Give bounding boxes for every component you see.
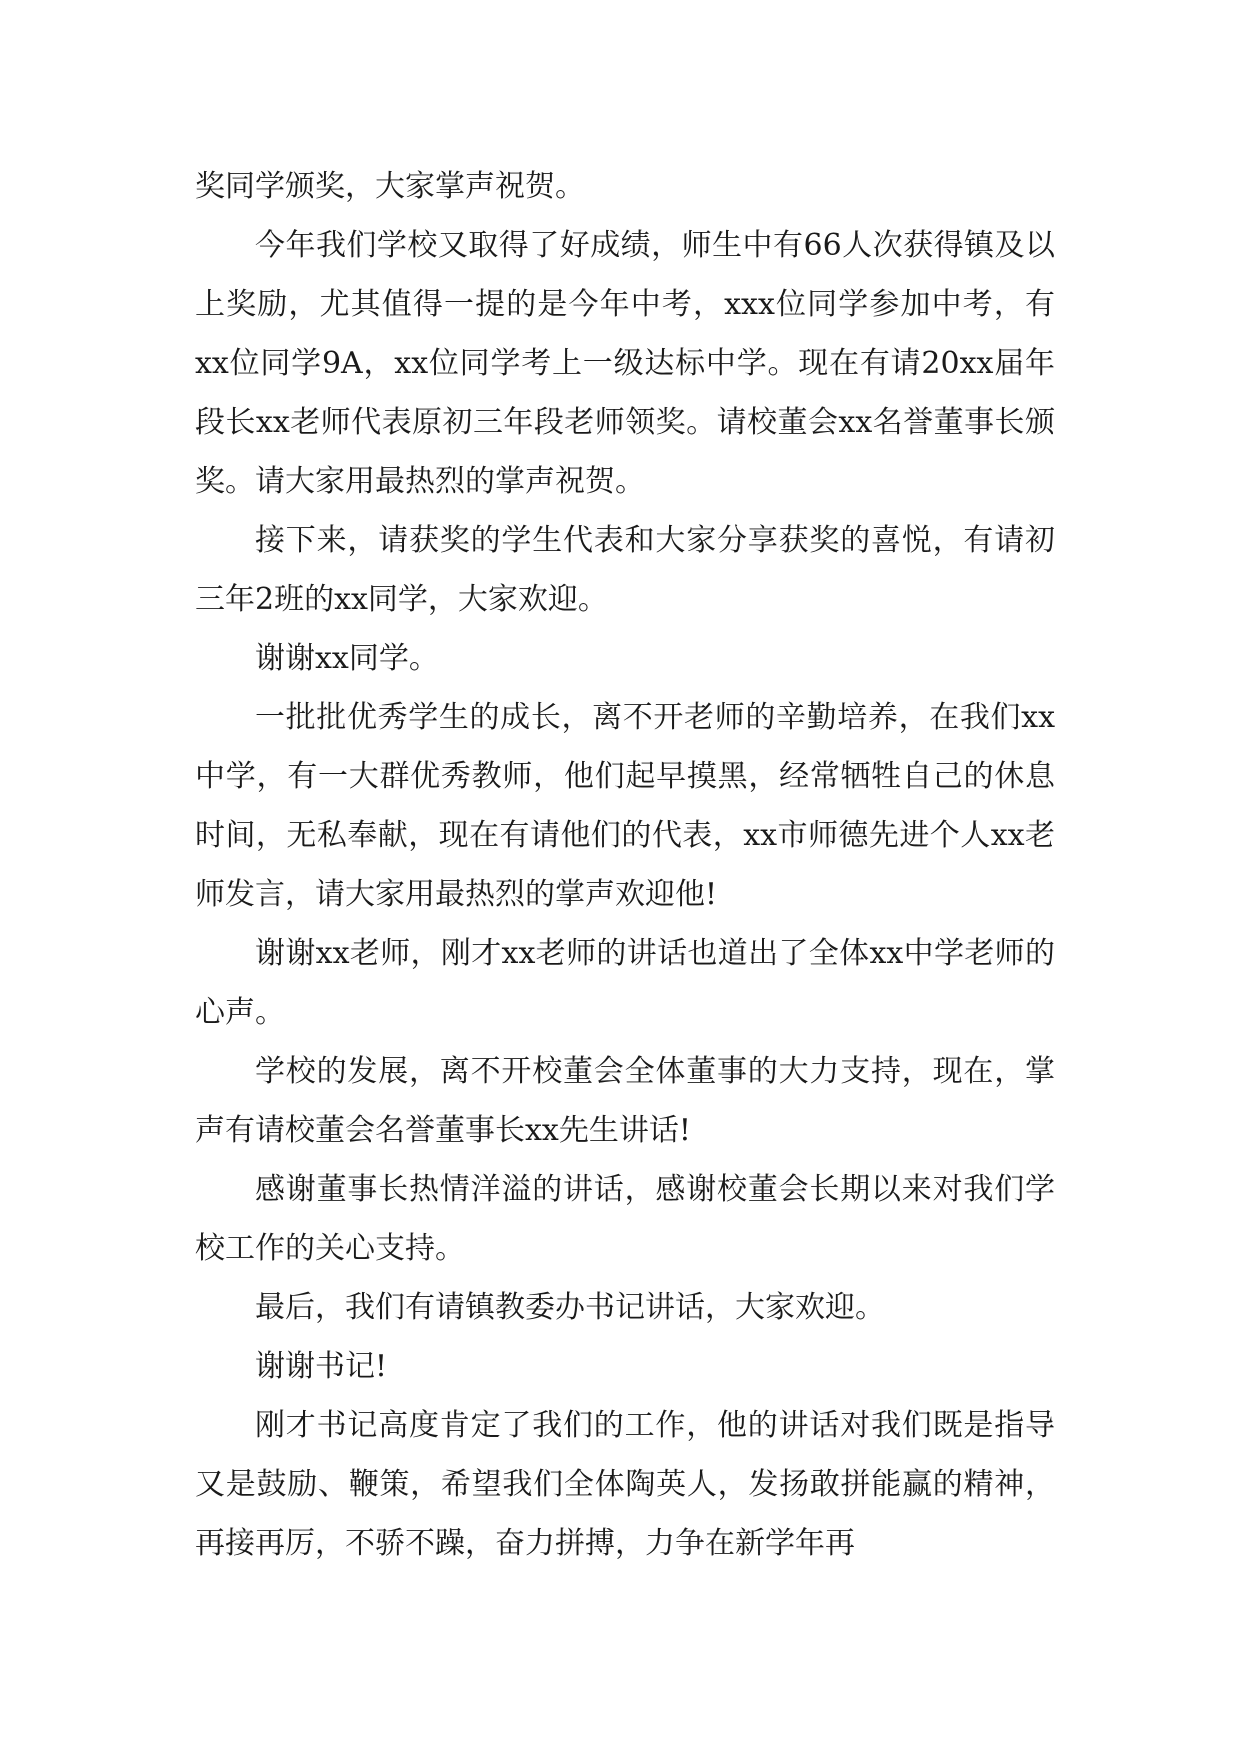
document-body bbox=[195, 157, 1055, 1573]
paragraph-thanks-secretary: 谢谢书记! bbox=[255, 1349, 388, 1384]
paragraph-student-representative: 接下来，请获奖的学生代表和大家分享获奖的喜悦，有请初三年2班的xx同学，大家欢迎。 bbox=[195, 523, 1055, 617]
paragraph-secretary-invite: 最后，我们有请镇教委办书记讲话，大家欢迎。 bbox=[255, 1290, 885, 1325]
paragraph-board-invite: 学校的发展，离不开校董会全体董事的大力支持，现在，掌声有请校董会名誉董事长xx先生讲话! bbox=[195, 1054, 1055, 1148]
paragraph-thanks-chairman: 感谢董事长热情洋溢的讲话，感谢校董会长期以来对我们学校工作的关心支持。 bbox=[195, 1172, 1055, 1266]
paragraph-closing: 刚才书记高度肯定了我们的工作，他的讲话对我们既是指导又是鼓励、鞭策，希望我们全体陶英人，发扬敢拼能赢的精神，再接再厉，不骄不躁，奋力拼搏，力争在新学年再 bbox=[195, 1408, 1055, 1561]
paragraph-thanks-teacher: 谢谢xx老师，刚才xx老师的讲话也道出了全体xx中学老师的心声。 bbox=[195, 936, 1055, 1030]
paragraph-thanks-student: 谢谢xx同学。 bbox=[255, 641, 439, 676]
paragraph-teachers: 一批批优秀学生的成长，离不开老师的辛勤培养，在我们xx中学，有一大群优秀教师，他们起早摸黑，经常牺牲自己的休息时间，无私奉献，现在有请他们的代表，xx市师德先进个人xx老师发言，请大家用最热烈的掌声欢迎他! bbox=[195, 700, 1055, 912]
paragraph-exam-results: 今年我们学校又取得了好成绩，师生中有66人次获得镇及以上奖励，尤其值得一提的是今年中考，xxx位同学参加中考，有xx位同学9A，xx位同学考上一级达标中学。现在有请20xx届年段长xx老师代表原初三年段老师领奖。请校董会xx名誉董事长颁奖。请大家用最热烈的掌声祝贺。 bbox=[195, 228, 1055, 499]
paragraph-continued: 奖同学颁奖，大家掌声祝贺。 bbox=[195, 169, 585, 204]
